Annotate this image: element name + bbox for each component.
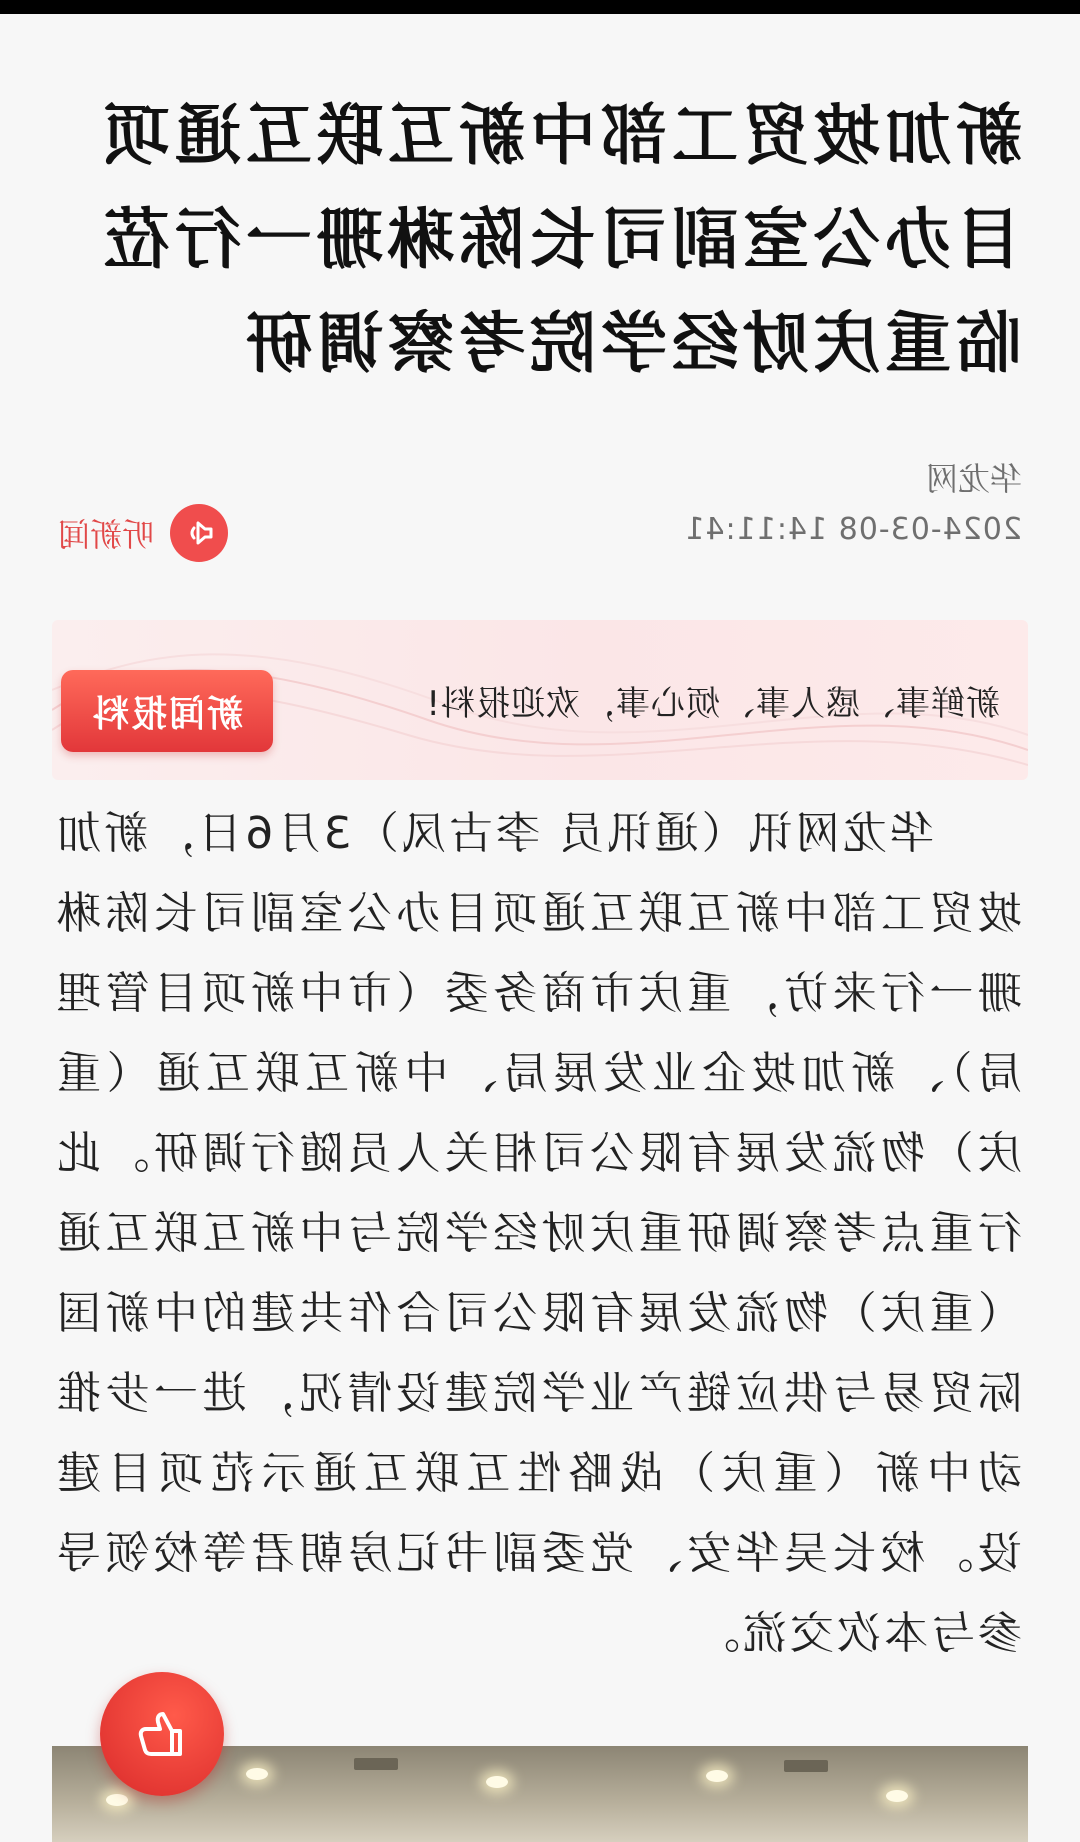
news-tip-banner <box>52 620 1028 780</box>
news-tip-button[interactable]: 新闻报料 <box>61 670 273 752</box>
ceiling-vent <box>354 1758 398 1770</box>
article-body: 华龙网讯（通讯员 李古凤）3月6日，新加坡贸工部中新互联互通项目办公室副司长陈琳珊一行来访，重庆市商务委（市中新项目管理局）、新加坡企业发展局、中新互联互通（重庆）物流发展有限公司相关人员随行调研。此行重点考察调研重庆财经学院与中新互联互通（重庆）物流发展有限公司合作共建的中新国际贸易与供应链产业学院建设情况，进一步推动中新（重庆）战略性互联互通示范项目建设。校长吴华安、党委副书记房朝君等校领导参与本次交流。 <box>54 808 1022 1659</box>
like-button[interactable] <box>100 1672 224 1796</box>
ceiling-light <box>486 1776 508 1788</box>
banner-text: 新鲜事、感人事、烦心事，欢迎报料! <box>425 684 1000 724</box>
article-source: 华龙网 <box>925 460 1022 498</box>
ceiling-light <box>886 1790 908 1802</box>
status-bar <box>0 0 1080 14</box>
thumbs-up-icon <box>132 1704 192 1764</box>
speaker-icon <box>170 504 228 562</box>
ceiling-light <box>106 1794 128 1806</box>
article-title: 新加坡贸工部中新互联互通项目办公室副司长陈琳珊一行莅临重庆财经学院考察调研 <box>99 97 1022 382</box>
listen-news-label: 听新闻 <box>58 516 155 554</box>
article-datetime: 2024-03-08 14:11:41 <box>684 512 1022 547</box>
ceiling-light <box>706 1770 728 1782</box>
listen-news-button[interactable] <box>58 504 228 562</box>
article-page <box>0 14 1080 1842</box>
ceiling-light <box>246 1768 268 1780</box>
ceiling-vent <box>784 1760 828 1772</box>
